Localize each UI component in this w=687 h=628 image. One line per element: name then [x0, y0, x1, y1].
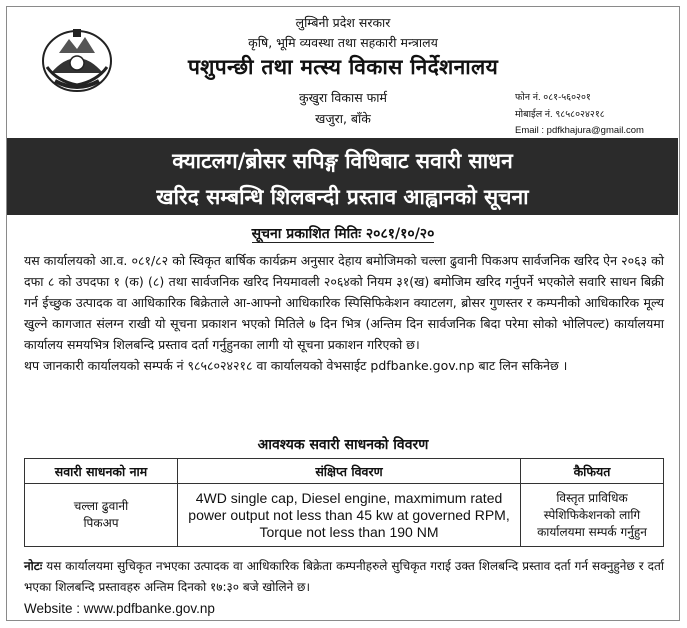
body-paragraph-2: थप जानकारी कार्यालयको सम्पर्क नं ९८५८०२४२१८ वा कार्यालयको वेभसाईट pdfbanke.gov.np बाट लिन सकिनेछ । [24, 358, 568, 373]
header-vehicle-name: सवारी साधनको नाम [25, 459, 178, 484]
phone-number: फोन नं. ०८१-५६०२०१ [515, 92, 591, 103]
office-location: खजुरा, बाँके [315, 111, 371, 126]
cell-description: 4WD single cap, Diesel engine, maxmimum rated power output not less than 45 kw at governed RPM, Torque not less than 190 NM [178, 484, 521, 547]
table-header-row [25, 459, 664, 484]
farm-name: कुखुरा विकास फार्म [299, 90, 387, 105]
publish-date-text: सूचना प्रकाशित मितिः २०८१/१०/२० [251, 226, 435, 242]
email-address: Email : pdfkhajura@gmail.com [515, 125, 644, 136]
note-text: यस कार्यालयमा सुचिकृत नभएका उत्पादक वा आधिकारिक बिक्रेता कम्पनीहरुले सुचिकृत गराई उक्त शिलबन्दि प्रस्ताव दर्ता गर्न सक्नुहुनेछ र दर्ता भएका शिलबन्दि प्रस्तावहरु अन्तिम दिनको १७:३० बजे खोलिने छ। [24, 559, 664, 594]
note-section [24, 556, 664, 598]
province-government: लुम्बिनी प्रदेश सरकार [295, 15, 391, 30]
vehicle-name-text: चल्ला ढुवानी पिकअप [73, 499, 129, 530]
notice-title-banner [7, 138, 678, 215]
mobile-number: मोबाईल नं. ९८५८०२४२१८ [515, 109, 605, 120]
website-link[interactable]: Website : www.pdfbanke.gov.np [24, 601, 215, 616]
header-remarks: कैफियत [521, 459, 664, 484]
body-paragraph-1: यस कार्यालयको आ.व. ०८१/८२ को स्विकृत बार्षिक कार्यक्रम अनुसार देहाय बमोजिमको चल्ला ढुवानी पिकअप सार्वजनिक खरिद ऐन २०६३ को दफा ८ को उपदफा १ (क) (८) तथा सार्वजनिक खरिद नियमावली २०६४को नियम ३१(ख) बमोजिम खरिद गर्नुपर्ने भएकोले सवारि साधन बिक्री गर्न ईच्छुक उत्पादक वा आधिकारिक बिक्रेताले आ-आफ्नो आधिकारिक स्पिसिफिकेशन क्याटलग, ब्रोसर गुणस्तर र कम्पनीको आधिकारिक मूल्य खुल्ने कागजात संलग्न राखी यो सूचना प्रकाशन भएको मितिले ७ दिन भित्र (अन्तिम दिन सार्वजनिक बिदा परेमा सोको भोलिपल्ट) कार्यालयमा कार्यालय समयभित्र शिलबन्दि प्रस्ताव दर्ता गर्नुहुनका लागी यो सूचना प्रकाशन गरिएको छ। [24, 253, 664, 352]
banner-line-2: खरिद सम्बन्धि शिलबन्दी प्रस्ताव आह्वानको सूचना [156, 185, 529, 209]
notice-document [6, 6, 680, 621]
vehicle-spec-table [24, 458, 664, 547]
notice-body [24, 250, 664, 376]
banner-line-1: क्याटलग/ब्रोसर सपिङ्ग विधिबाट सवारी साधन [172, 149, 513, 173]
cell-remarks [521, 484, 664, 547]
header-description: संक्षिप्त विवरण [178, 459, 521, 484]
table-row [25, 484, 664, 547]
cell-vehicle-name [25, 484, 178, 547]
ministry-name: कृषि, भूमि व्यवस्था तथा सहकारी मन्त्रालय [248, 35, 438, 50]
note-label: नोटः [24, 559, 43, 573]
remarks-text: विस्तृत प्राविधिक स्पेशिफिकेशनको लागि कार्यालयमा सम्पर्क गर्नुहुन [537, 490, 647, 539]
publish-date [7, 224, 679, 243]
table-title: आवश्यक सवारी साधनको विवरण [257, 437, 429, 453]
directorate-name: पशुपन्छी तथा मत्स्य विकास निर्देशनालय [187, 55, 499, 79]
